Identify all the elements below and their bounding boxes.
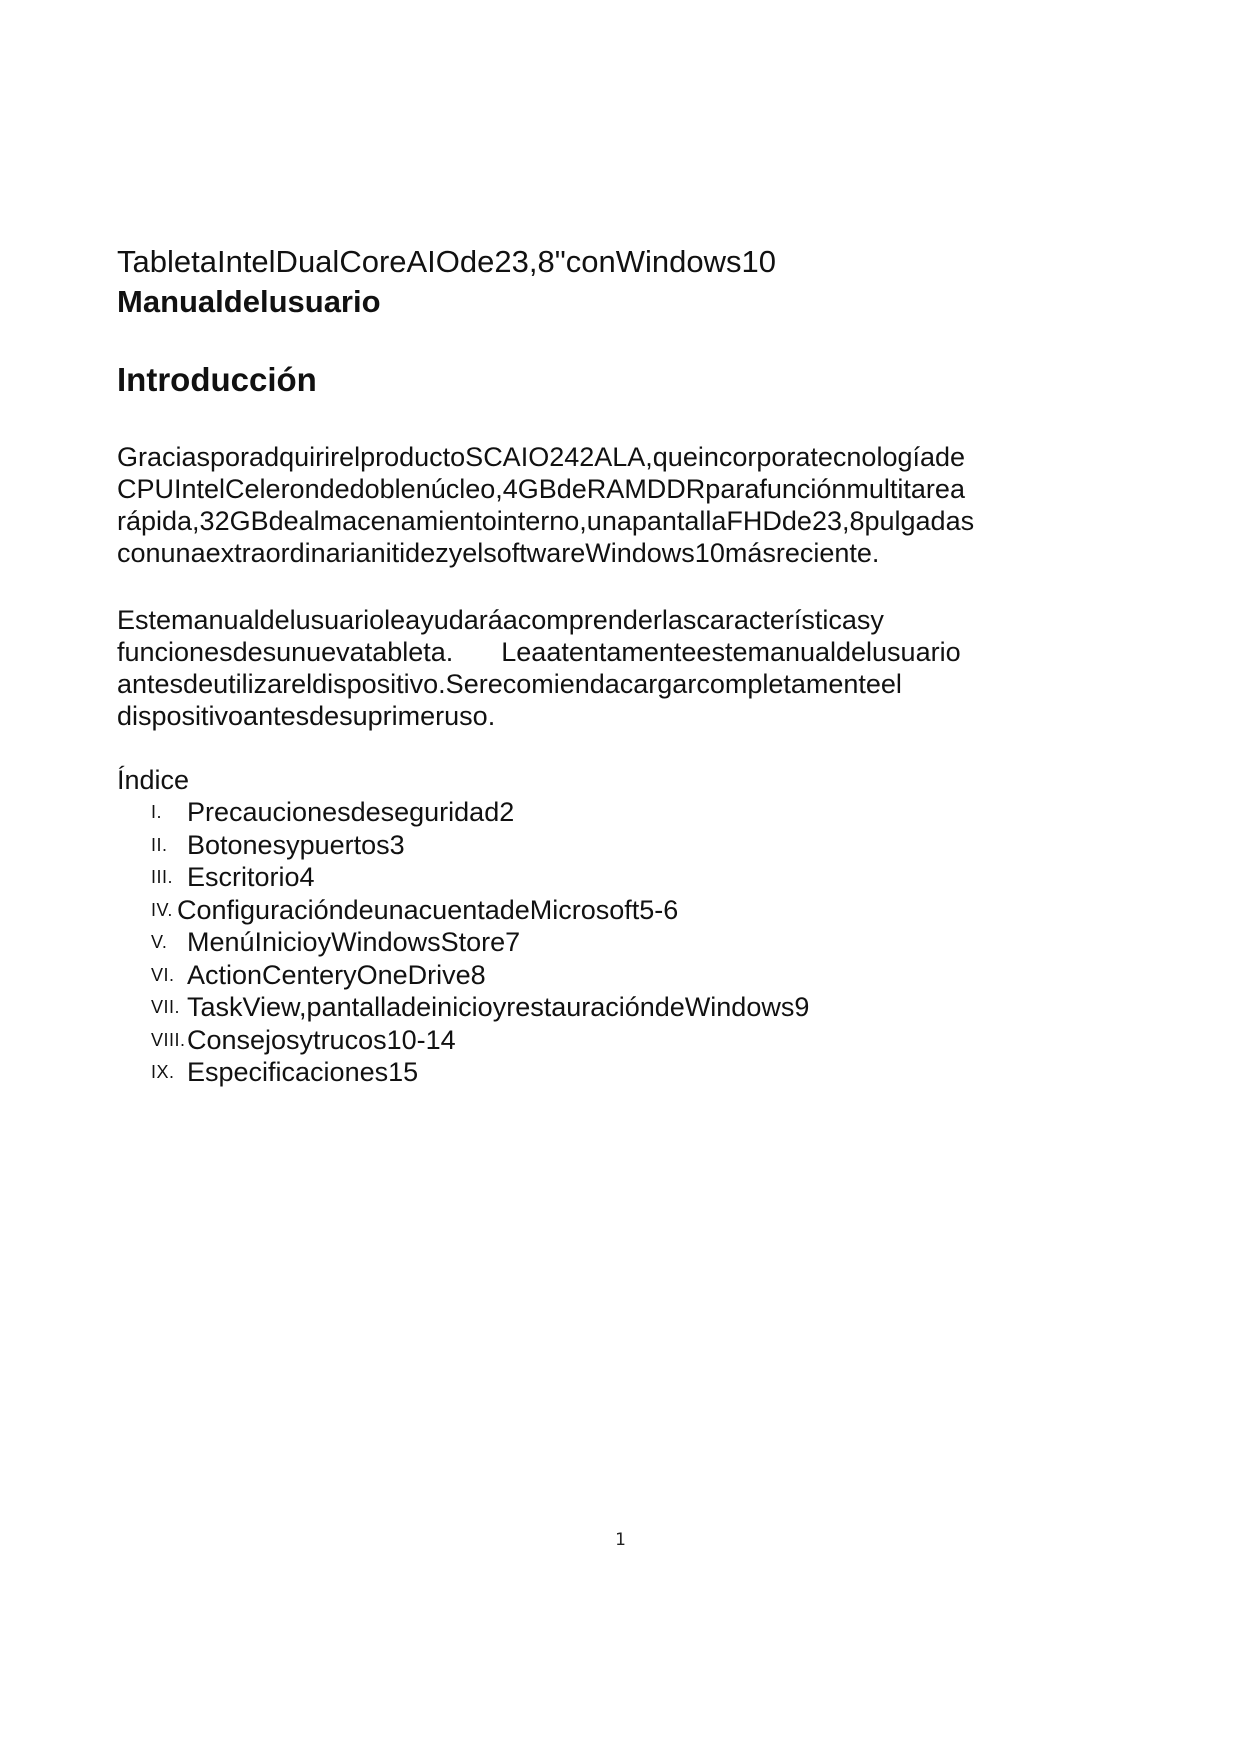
intro-heading: Introducción xyxy=(117,361,317,398)
toc-item xyxy=(117,1056,1127,1089)
toc-text: Precaucionesdeseguridad2 xyxy=(187,797,515,827)
toc-item xyxy=(117,1024,1127,1057)
intro-paragraph-1 xyxy=(117,441,1127,569)
document-title: TabletaIntelDualCoreAIOde23,8"conWindows10 xyxy=(117,244,776,279)
paragraph-line: GraciasporadquirirelproductoSCAIO242ALA,queincorporatecnologíade xyxy=(117,442,966,472)
page-number: 1 xyxy=(615,1530,626,1550)
toc-item xyxy=(117,829,1127,862)
toc-item xyxy=(117,991,1127,1024)
table-of-contents xyxy=(117,796,1127,1089)
toc-text: Consejosytrucos10-14 xyxy=(187,1024,456,1055)
toc-text: ActionCenteryOneDrive8 xyxy=(187,959,486,990)
toc-text: Botonesypuertos3 xyxy=(187,829,405,860)
toc-text: Especificaciones15 xyxy=(187,1057,419,1087)
toc-number: VIII. xyxy=(151,1029,186,1050)
paragraph-line: Estemanualdelusuarioleayudaráacomprenderlascaracterísticasy xyxy=(117,605,884,635)
paragraph-line: conunaextraordinarianitidezyelsoftwareWindows10másreciente. xyxy=(117,538,880,568)
toc-item xyxy=(117,926,1127,959)
toc-number: VI. xyxy=(151,964,175,985)
toc-label: Índice xyxy=(117,765,190,795)
toc-item xyxy=(117,861,1127,894)
toc-item xyxy=(117,959,1127,992)
paragraph-fragment: funcionesdesunuevatableta. xyxy=(117,637,454,667)
paragraph-line xyxy=(117,636,1127,668)
document-subtitle: Manualdelusuario xyxy=(117,284,381,319)
toc-number: IX. xyxy=(151,1062,175,1082)
toc-item xyxy=(117,894,1127,927)
toc-number: I. xyxy=(151,802,163,822)
toc-number: III. xyxy=(151,867,174,887)
toc-text: TaskView,pantalladeinicioyrestauracióndeWindows9 xyxy=(187,992,810,1022)
toc-number: II. xyxy=(151,834,168,855)
toc-text: Escritorio4 xyxy=(187,862,315,892)
paragraph-line: rápida,32GBdealmacenamientointerno,unapantallaFHDde23,8pulgadas xyxy=(117,506,975,536)
toc-text: ConfiguracióndeunacuentadeMicrosoft5-6 xyxy=(177,894,679,925)
paragraph-line: dispositivoantesdesuprimeruso. xyxy=(117,701,496,731)
toc-text: MenúInicioyWindowsStore7 xyxy=(187,927,521,957)
paragraph-line: CPUIntelCelerondedoblenúcleo,4GBdeRAMDDRparafunciónmultitarea xyxy=(117,474,965,504)
toc-item xyxy=(117,796,1127,829)
paragraph-fragment: Leaatentamenteestemanualdelusuario xyxy=(501,637,961,667)
document-page xyxy=(117,242,1127,1089)
intro-paragraph-2 xyxy=(117,604,1127,732)
toc-number: IV. xyxy=(151,899,173,920)
paragraph-line: antesdeutilizareldispositivo.Serecomiendacargarcompletamenteel xyxy=(117,669,902,699)
toc-number: V. xyxy=(151,932,168,952)
toc-number: VII. xyxy=(151,997,181,1017)
